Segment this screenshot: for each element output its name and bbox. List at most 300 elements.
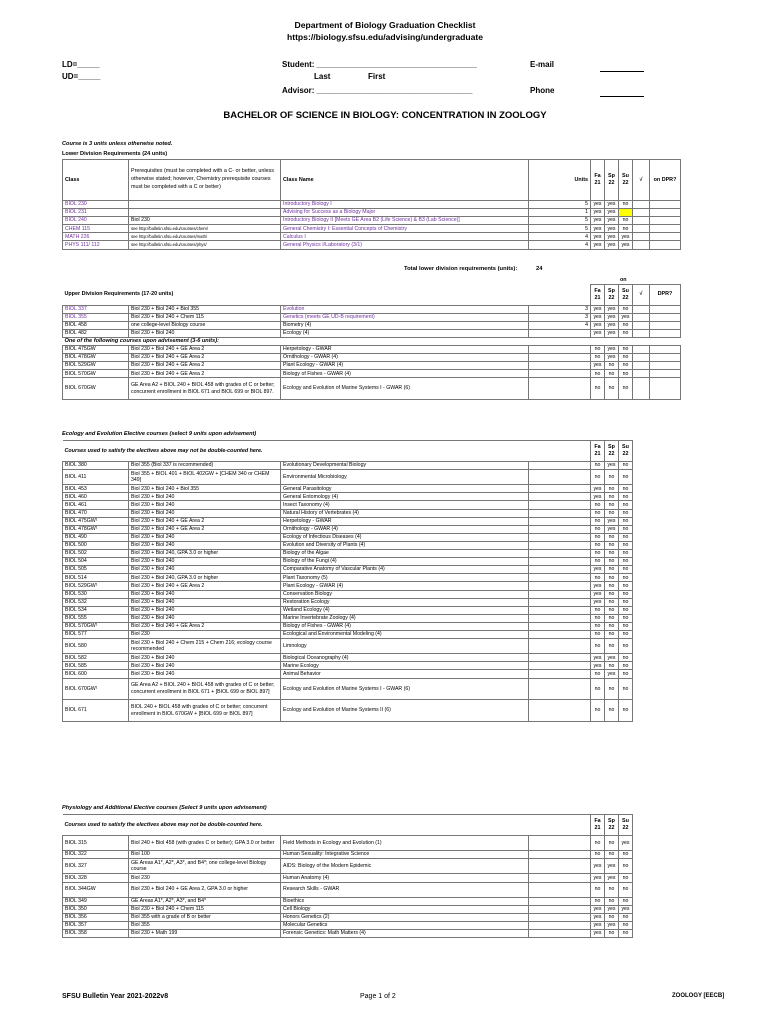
table-row [63,525,681,533]
offered-sp: yes [605,345,619,353]
course-name: Wetland Ecology (4) [281,606,529,614]
offered-sp: yes [605,905,619,913]
course-name: Field Methods in Ecology and Evolution (1) [281,836,529,851]
completed-check[interactable] [633,321,650,329]
offered-fa: yes [591,874,605,882]
course-name: Introductory Biology II [Meets GE Area B2 (Life Science) & B3 (Lab Science)] [281,217,529,225]
choose-label: One of the following courses upon advisement (3-6 units): [64,338,219,345]
course-name: Molecular Genetics [281,922,529,930]
on-dpr-check[interactable] [650,345,681,353]
units [529,630,591,638]
spacer [633,905,650,913]
course-name: Plant Ecology - GWAR (4) [281,362,529,370]
spacer [650,574,681,582]
offered-fa: no [591,378,605,400]
offered-fa: yes [591,493,605,501]
doc-url[interactable]: https://biology.sfsu.edu/advising/undergraduate [286,32,484,42]
course-code: BIOL 532 [63,598,129,606]
offered-su: no [619,922,633,930]
table-row [63,501,681,509]
units [529,913,591,921]
table-row [63,590,681,598]
footer-bulletin: SFSU Bulletin Year 2021-2022v8 [62,993,169,1000]
table-row [63,470,681,485]
spacer [633,630,650,638]
offered-fa: no [591,462,605,470]
prerequisite: Biol 230 + Biol 240 + GE Area 2 [129,370,281,378]
course-code: BIOL 482 [63,329,129,337]
advisor-field[interactable]: Advisor: ___________________________________ [282,86,473,95]
prerequisite: see http://bulletin.sfsu.edu/courses/math/ [129,233,281,241]
prerequisite: Biol 355 with a grade of B or better [129,913,281,921]
offered-sp: no [605,470,619,485]
offered-fa: yes [591,217,605,225]
col-class-name: Class Name [281,160,529,201]
units: 5 [529,225,591,233]
prerequisite: Biol 355 + BIOL 401 + BIOL 402GW + [CHEM 340 or CHEM 349] [129,470,281,485]
spacer [650,859,681,874]
table-row [63,874,681,882]
offered-sp: no [605,533,619,541]
spacer [633,493,650,501]
spacer [650,590,681,598]
offered-fa: no [591,525,605,533]
offered-su: no [619,525,633,533]
course-code: BIOL 240 [63,217,129,225]
spacer [650,582,681,590]
upper-title: Upper Division Requirements (17-20 units) [63,285,591,306]
course-name: Cell Biology [281,905,529,913]
course-code: BIOL 411 [63,470,129,485]
offered-su: yes [619,836,633,851]
on-dpr-check[interactable] [650,305,681,313]
on-dpr-check[interactable] [650,321,681,329]
prerequisite: BIOL 240 + BIOL 458 with grades of C or better; concurrent enrollment in BIOL 670GW + [BIOL 699 or BIOL 897] [129,700,281,722]
units [529,897,591,905]
prerequisite: Biol 230 + Biol 240 [129,501,281,509]
table-row [63,598,681,606]
on-dpr-check[interactable] [650,362,681,370]
offered-su: no [619,913,633,921]
prerequisite: Biol 230 + Biol 240 + GE Area 2 [129,517,281,525]
course-name: Bioethics [281,897,529,905]
units [529,836,591,851]
spacer [650,662,681,670]
offered-sp: no [605,913,619,921]
offered-su: no [619,362,633,370]
student-field[interactable]: Student: ____________________________________ [282,60,477,69]
units [529,905,591,913]
course-name: Biological Oceanography (4) [281,654,529,662]
on-dpr-check[interactable] [650,209,681,217]
spacer [633,700,650,722]
col-fa: Fa 21 [591,160,605,201]
offered-su: no [619,630,633,638]
spacer [633,851,650,859]
offered-su: no [619,558,633,566]
offered-sp: yes [605,654,619,662]
table-row [63,354,681,362]
offered-su: no [619,378,633,400]
course-code: BIOL 460 [63,493,129,501]
units [529,859,591,874]
course-code: BIOL 453 [63,485,129,493]
on-dpr-check[interactable] [650,201,681,209]
course-name: Limnology [281,639,529,654]
spacer [633,541,650,549]
offered-su: no [619,370,633,378]
units: 3 [529,313,591,321]
course-name: Ecology and Evolution of Marine Systems I - GWAR (6) [281,678,529,700]
offered-sp: yes [605,354,619,362]
prerequisite: Biol 355 (Biol 337 is recommended) [129,462,281,470]
course-name: Restoration Ecology [281,598,529,606]
units [529,670,591,678]
offered-su: yes [619,241,633,249]
col-units: Units [529,160,591,201]
prerequisite: see http://bulletin.sfsu.edu/courses/phys/ [129,241,281,249]
on-dpr-check[interactable] [650,241,681,249]
spacer [633,922,650,930]
on-dpr-check[interactable] [650,354,681,362]
offered-fa: no [591,509,605,517]
on-dpr-check[interactable] [650,225,681,233]
table-row [63,654,681,662]
prerequisite: Biol 230 [129,630,281,638]
prerequisite: Biol 355 [129,922,281,930]
spacer [650,930,681,938]
course-name: Ecology (4) [281,329,529,337]
spacer [633,874,650,882]
spacer [650,509,681,517]
email-line[interactable] [600,71,644,72]
offered-su: no [619,345,633,353]
footer-page: Page 1 of 2 [360,993,396,1000]
on-dpr-check[interactable] [650,313,681,321]
course-code: BIOL 475GW [63,345,129,353]
offered-sp: no [605,550,619,558]
ud-field[interactable]: UD=_____ [62,72,101,81]
offered-su: no [619,462,633,470]
offered-sp: no [605,598,619,606]
course-name: Human Anatomy (4) [281,874,529,882]
course-code: BIOL 344GW [63,882,129,897]
offered-sp: no [605,501,619,509]
prerequisite: Biol 230 + Biol 240 [129,662,281,670]
spacer [633,590,650,598]
course-name: Plant Taxonomy (5) [281,574,529,582]
table-row [63,517,681,525]
col-dpr: on DPR? [650,160,681,201]
course-name: Calculus I [281,233,529,241]
offered-sp: no [605,590,619,598]
offered-fa: yes [591,485,605,493]
table-row [63,630,681,638]
course-code: BIOL 478GW [63,354,129,362]
lower-division-title: Lower Division Requirements (24 units) [62,151,168,157]
completed-check[interactable] [633,354,650,362]
units [529,582,591,590]
course-code: BIOL 570GW [63,370,129,378]
course-code: BIOL 534 [63,606,129,614]
spacer [650,836,681,851]
prerequisite: Biol 230 + Biol 240 [129,654,281,662]
on-dpr-check[interactable] [650,233,681,241]
offered-sp: no [605,370,619,378]
offered-fa: no [591,836,605,851]
units: 4 [529,241,591,249]
offered-fa: yes [591,930,605,938]
table-row [63,558,681,566]
completed-check[interactable] [633,217,650,225]
offered-fa: yes [591,859,605,874]
offered-sp: yes [605,874,619,882]
offered-fa: no [591,470,605,485]
completed-check[interactable] [633,378,650,400]
units [529,370,591,378]
offered-sp: no [605,897,619,905]
offered-fa: yes [591,922,605,930]
offered-su: no [619,354,633,362]
offered-su: yes [619,905,633,913]
offered-sp: no [605,930,619,938]
offered-fa: yes [591,598,605,606]
offered-fa: no [591,614,605,622]
spacer [633,897,650,905]
offered-sp: yes [605,922,619,930]
prerequisite: one college-level Biology course [129,321,281,329]
offered-sp: no [605,662,619,670]
course-name: Human Sexuality: Integrative Science [281,851,529,859]
ecoevo-table [62,440,681,722]
email-label: E-mail [530,60,555,69]
completed-check[interactable] [633,241,650,249]
table-row [63,321,681,329]
offered-fa: yes [591,362,605,370]
eco-col-sp: Sp 22 [605,441,619,462]
prerequisite: Biol 230 + Biol 240 + GE Area 2 [129,622,281,630]
spacer [650,501,681,509]
offered-su: no [619,930,633,938]
course-name: Herpetology - GWAR [281,517,529,525]
offered-fa: yes [591,305,605,313]
course-code: BIOL 529GW¹ [63,582,129,590]
offered-su: no [619,493,633,501]
spacer [650,913,681,921]
ld-field[interactable]: LD=_____ [62,60,100,69]
offered-sp: yes [605,321,619,329]
completed-check[interactable] [633,313,650,321]
degree-title: BACHELOR OF SCIENCE IN BIOLOGY: CONCENTRATION IN ZOOLOGY [223,110,547,121]
units [529,662,591,670]
on-dpr-check[interactable] [650,378,681,400]
offered-su: no [619,566,633,574]
units [529,700,591,722]
completed-check[interactable] [633,345,650,353]
spacer [650,485,681,493]
course-name: Forensic Genetics: Math Matters (4) [281,930,529,938]
table-row [63,897,681,905]
completed-check[interactable] [633,362,650,370]
completed-check[interactable] [633,305,650,313]
completed-check[interactable] [633,201,650,209]
table-row [63,678,681,700]
prerequisite: Biol 230 + Biol 240 [129,566,281,574]
course-code: BIOL 328 [63,874,129,882]
spacer [650,622,681,630]
course-code: BIOL 475GW¹ [63,517,129,525]
course-code: PHYS 111/ 112 [63,241,129,249]
units [529,654,591,662]
table-row [63,509,681,517]
offered-su: no [619,574,633,582]
upper-col-su: Su 22 [619,285,633,306]
completed-check[interactable] [633,233,650,241]
offered-su: no [619,201,633,209]
completed-check[interactable] [633,329,650,337]
units: 4 [529,321,591,329]
units [529,462,591,470]
offered-fa: yes [591,201,605,209]
completed-check[interactable] [633,225,650,233]
course-code: BIOL 337 [63,305,129,313]
course-code: BIOL 555 [63,614,129,622]
offered-su: no [619,590,633,598]
prerequisite: Biol 230 + Biol 240 [129,509,281,517]
spacer [633,517,650,525]
course-code: BIOL 582 [63,654,129,662]
table-row [63,329,681,337]
prerequisite: Biol 230 + Biol 240 [129,598,281,606]
phone-line[interactable] [600,96,644,97]
offered-fa: yes [591,913,605,921]
prerequisite: Biol 230 + Biol 240 + Chem 215 + Chem 216; ecology course recommended [129,639,281,654]
prerequisite: Biol 230 + Biol 240, GPA 3.0 or higher [129,574,281,582]
offered-su: no [619,541,633,549]
prerequisite: Biol 230 + Biol 240 + Chem 115 [129,905,281,913]
course-name: General Chemistry I: Essential Concepts of Chemistry [281,225,529,233]
lower-division-table [62,159,681,250]
spacer [650,905,681,913]
units [529,606,591,614]
table-row [63,913,681,921]
course-name: Honors Genetics (2) [281,913,529,921]
offered-sp: no [605,678,619,700]
choose-label-row [63,337,681,345]
course-code: BIOL 349 [63,897,129,905]
offered-fa: no [591,370,605,378]
course-name: Biology of Fishes - GWAR (4) [281,370,529,378]
offered-fa: no [591,882,605,897]
on-dpr-check[interactable] [650,217,681,225]
spacer [650,700,681,722]
spacer [633,614,650,622]
course-code: BIOL 529GW [63,362,129,370]
table-row [63,574,681,582]
spacer [633,550,650,558]
units [529,614,591,622]
offered-sp: no [605,582,619,590]
prerequisite: Biol 230 + Biol 240 + GE Area 2, GPA 3.0 or higher [129,882,281,897]
units [529,874,591,882]
offered-fa: no [591,630,605,638]
offered-sp: yes [605,201,619,209]
course-code: BIOL 458 [63,321,129,329]
spacer [650,541,681,549]
spacer [633,670,650,678]
course-code: BIOL 322 [63,851,129,859]
table-row [63,305,681,313]
spacer [633,598,650,606]
upper-division-table [62,284,681,400]
table-row [63,370,681,378]
course-code: MATH 226 [63,233,129,241]
course-code: BIOL 315 [63,836,129,851]
spacer [650,897,681,905]
course-name: Biometry (4) [281,321,529,329]
prerequisite: Biol 240 + Biol 458 (with grades C or better); GPA 3.0 or better [129,836,281,851]
table-row [63,209,681,217]
units [529,509,591,517]
completed-check[interactable] [633,209,650,217]
offered-su: no [619,859,633,874]
offered-fa: yes [591,241,605,249]
table-row [63,378,681,400]
spacer [633,485,650,493]
offered-su: no [619,598,633,606]
prerequisite: Biol 230 + Biol 240 + Biol 355 [129,305,281,313]
units: 1 [529,209,591,217]
course-code: BIOL 502 [63,550,129,558]
units [529,470,591,485]
units: 4 [529,233,591,241]
course-name: Evolutionary Developmental Biology [281,462,529,470]
completed-check[interactable] [633,370,650,378]
offered-fa: no [591,501,605,509]
offered-fa: no [591,897,605,905]
units [529,541,591,549]
spacer [650,614,681,622]
spacer [633,930,650,938]
units [529,362,591,370]
spacer [633,622,650,630]
course-code: CHEM 115 [63,225,129,233]
offered-su: no [619,639,633,654]
course-name: Plant Ecology - GWAR (4) [281,582,529,590]
course-code: BIOL 356 [63,913,129,921]
table-row [63,614,681,622]
spacer [650,517,681,525]
spacer [633,533,650,541]
first-label: First [368,72,386,81]
col-class: Class [63,160,129,201]
table-row [63,851,681,859]
course-name: Ecology and Evolution of Marine Systems II (6) [281,700,529,722]
on-dpr-check[interactable] [650,329,681,337]
offered-sp: no [605,882,619,897]
offered-fa: no [591,541,605,549]
course-code: BIOL 671 [63,700,129,722]
offered-sp: yes [605,329,619,337]
on-dpr-check[interactable] [650,370,681,378]
offered-sp: yes [605,670,619,678]
course-name: Introductory Biology I [281,201,529,209]
offered-su: no [619,662,633,670]
upper-col-dpr: DPR? [650,285,681,306]
table-row [63,859,681,874]
units [529,525,591,533]
course-code: BIOL 570GW¹ [63,622,129,630]
